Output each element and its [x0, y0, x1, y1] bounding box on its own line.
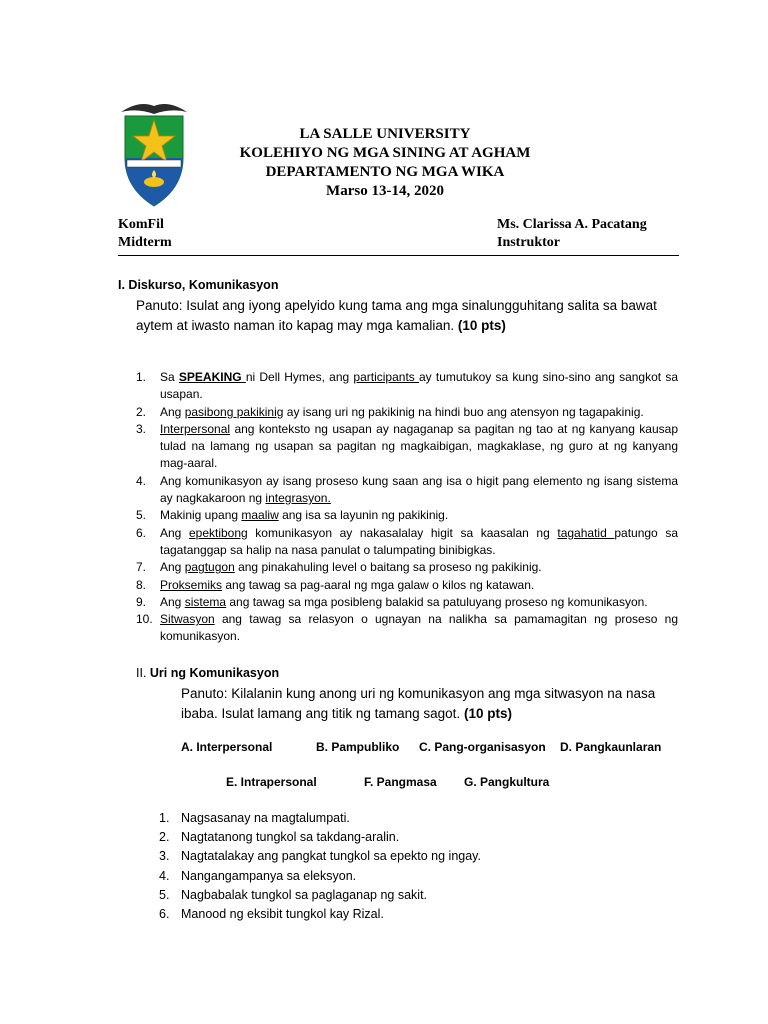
list-item: 1. Sa SPEAKING ni Dell Hymes, ang participants ay tumutukoy sa kung sino-sino ang sangkot sa usapan.	[136, 370, 679, 402]
choice-b: B. Pampubliko	[316, 740, 400, 754]
list-item: 2. Nagtatanong tungkol sa takdang-aralin.	[159, 830, 400, 845]
list-item: 6. Manood ng eksibit tungkol kay Rizal.	[159, 907, 384, 922]
course-info	[118, 216, 172, 252]
choice-e: E. Intrapersonal	[226, 775, 317, 789]
department-name: DEPARTAMENTO NG MGA WIKA	[265, 164, 505, 180]
list-item: 4. Nangangampanya sa eleksyon.	[159, 868, 357, 883]
university-logo	[119, 100, 189, 210]
list-item: 9. Ang sistema ang tawag sa mga posibleng balakid sa patuluyang proseso ng komunikasyon.	[136, 594, 648, 609]
choice-f: F. Pangmasa	[364, 775, 437, 789]
section1-instructions: Panuto: Isulat ang iyong apelyido kung tama ang mga sinalungguhitang salita sa bawat aytem at iwasto naman ito kapag may mga kamalian. (10 pts)	[136, 298, 657, 333]
instructor-role: Instruktor	[497, 235, 561, 250]
list-item: 1. Nagsasanay na magtalumpati.	[159, 811, 350, 825]
college-name: KOLEHIYO NG MGA SINING AT AGHAM	[239, 145, 531, 161]
instructor-info	[497, 216, 647, 252]
list-item: 5. Nagbabalak tungkol sa paglaganap ng sakit.	[159, 887, 428, 902]
list-item: 8. Proksemiks ang tawag sa pag-aaral ng mga galaw o kilos ng katawan.	[136, 577, 535, 592]
section1-items	[136, 369, 678, 646]
list-item: 4. Ang komunikasyon ay isang proseso kung saan ang isa o higit pang elemento ng isang sistema ay nagkakaroon ng integrasyon.	[136, 473, 678, 506]
choice-g: G. Pangkultura	[464, 775, 550, 789]
section2-instructions: Panuto: Kilalanin kung anong uri ng komunikasyon ang mga sitwasyon na nasa ibaba. Isulat lamang ang titik ng tamang sagot. (10 pts)	[181, 686, 656, 721]
list-item: 7. Ang pagtugon ang pinakahuling level o baitang sa proseso ng pakikinig.	[136, 560, 542, 575]
course-name: KomFil	[118, 217, 164, 232]
header-divider	[118, 255, 679, 256]
university-name: LA SALLE UNIVERSITY	[299, 126, 471, 142]
list-item: 10. Sitwasyon ang tawag sa relasyon o ugnayan na nalikha sa pamamagitan ng proseso ng komunikasyon.	[136, 612, 678, 644]
list-item: 6. Ang epektibong komunikasyon ay nakasalalay higit sa kaasalan ng tagahatid patungo sa tagatanggap sa halip na nasa panulat o talumpating binibigkas.	[136, 525, 678, 557]
choice-d: D. Pangkaunlaran	[560, 740, 662, 754]
list-item: 2. Ang pasibong pakikinig ay isang uri ng pakikinig na hindi buo ang atensyon ng tagapakinig.	[136, 404, 644, 419]
section1-title: I. Diskurso, Komunikasyon	[118, 278, 279, 292]
list-item: 5. Makinig upang maaliw ang isa sa layunin ng pakikinig.	[136, 508, 449, 523]
instructor-name: Ms. Clarissa A. Pacatang	[497, 217, 647, 232]
section2-title: II. Uri ng Komunikasyon	[136, 666, 280, 680]
choice-a: A. Interpersonal	[181, 740, 273, 754]
list-item: 3. Nagtatalakay ang pangkat tungkol sa epekto ng ingay.	[159, 849, 481, 864]
list-item: 3. Interpersonal ang konteksto ng usapan ay nagaganap sa pagitan ng tao at ng kanyang kausap tulad na lamang ng usapan sa pagitan ng magkaibigan, magkaklase, ng guro at ng kanyang mag-aaral.	[136, 421, 678, 471]
section2-items	[159, 809, 659, 924]
exam-type: Midterm	[118, 235, 172, 250]
exam-date: Marso 13-14, 2020	[326, 183, 444, 199]
school-header	[190, 125, 580, 201]
choice-c: C. Pang-organisasyon	[419, 740, 546, 754]
